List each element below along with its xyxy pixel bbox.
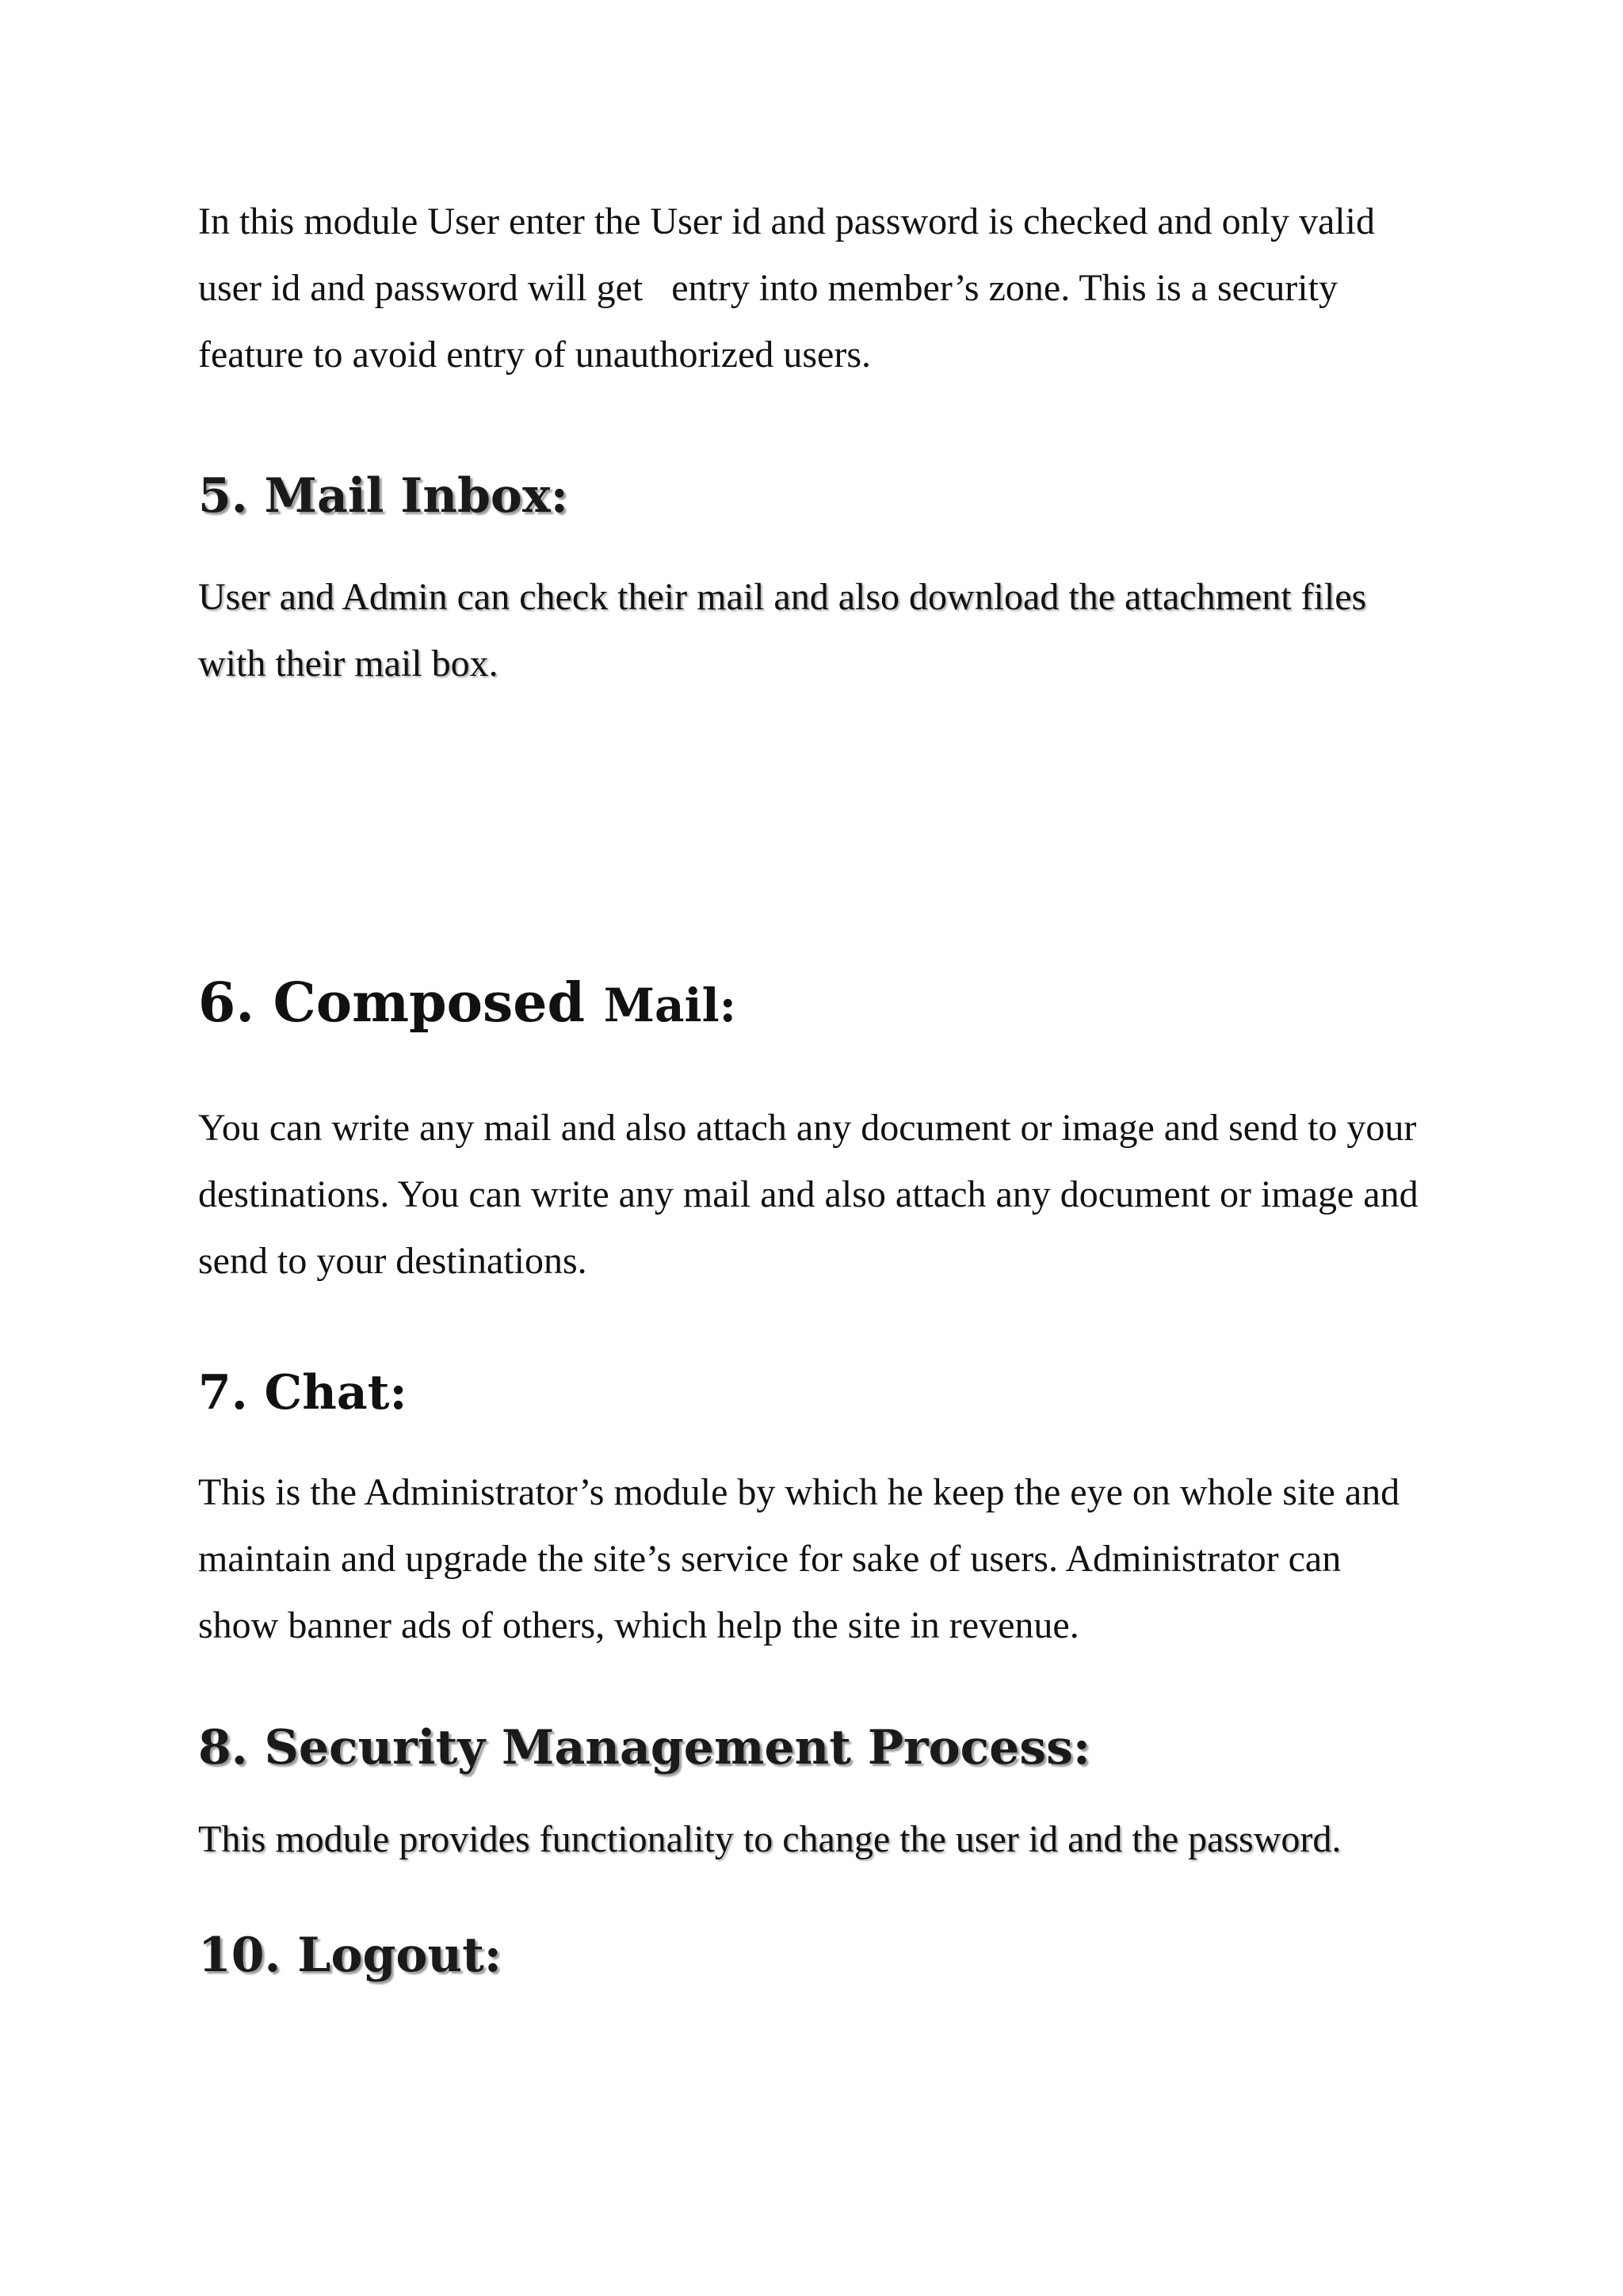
heading-chat: 7. Chat: [198,1365,407,1421]
mail-inbox-line: with their mail box. [198,643,498,685]
heading-security-management: 8. Security Management Process: [198,1720,1091,1775]
heading-mail-inbox: 5. Mail Inbox: [198,468,568,524]
intro-line: In this module User enter the User id and password is checked and only valid [198,200,1375,242]
chat-line: maintain and upgrade the site’s service for sake of users. Administrator can [198,1538,1342,1580]
heading-logout: 10. Logout: [198,1928,502,1983]
mail-inbox-line: User and Admin can check their mail and also download the attachment files [198,576,1367,618]
chat-paragraph [198,1459,1466,1659]
composed-mail-line: You can write any mail and also attach any document or image and send to your [198,1107,1417,1149]
composed-mail-line: send to your destinations. [198,1240,587,1282]
chat-line: show banner ads of others, which help the site in revenue. [198,1604,1079,1646]
intro-line: user id and password will get entry into member’s zone. This is a security [198,267,1338,309]
security-paragraph [198,1806,1466,1873]
composed-mail-paragraph [198,1095,1466,1295]
composed-mail-line: destinations. You can write any mail and also attach any document or image and [198,1173,1419,1215]
heading-composed-mail-main: 6. Composed [198,971,604,1035]
heading-composed-mail [198,971,736,1037]
heading-composed-mail-tail: Mail: [603,978,737,1032]
intro-line: feature to avoid entry of unauthorized users. [198,334,872,376]
security-line: This module provides functionality to change the user id and the password. [198,1818,1342,1860]
chat-line: This is the Administrator’s module by which he keep the eye on whole site and [198,1471,1400,1513]
intro-paragraph [198,189,1466,388]
mail-inbox-paragraph [198,564,1466,697]
